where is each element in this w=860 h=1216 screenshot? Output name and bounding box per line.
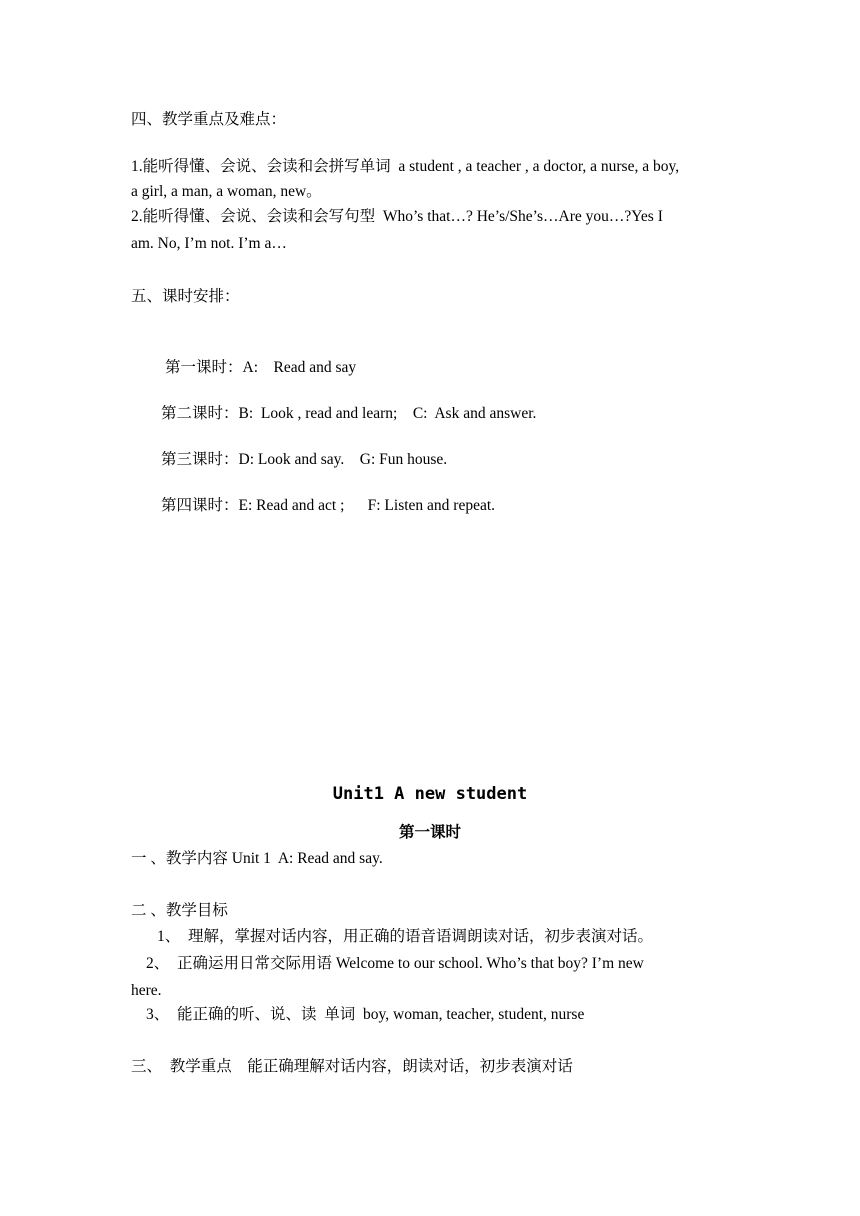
lesson-item: 第三课时：D: Look and say. G: Fun house. [161, 451, 448, 468]
goal-item: 3、 能正确的听、说、读 单词 boy, woman, teacher, student, nurse [146, 1006, 585, 1023]
lesson-item: 第四课时：E: Read and act ; F: Listen and repeat. [161, 497, 496, 514]
unit-title: Unit1 A new student [332, 784, 528, 804]
section4-item1-line2: a girl, a man, a woman, new。 [131, 183, 322, 200]
section4-heading: 四、教学重点及难点： [131, 111, 287, 128]
goals-heading: 二 、教学目标 [131, 902, 228, 919]
lesson-item: 第二课时：B: Look , read and learn; C: Ask and answer. [161, 405, 537, 422]
lesson-subtitle: 第一课时 [398, 824, 461, 841]
section4-item2-line1: 2.能听得懂、会说、会读和会写句型 Who’s that…? He’s/She’s…Are you…?Yes I [131, 208, 663, 225]
section4-item2-line2: am. No, I’m not. I’m a… [131, 235, 287, 252]
goal-item: 1、 理解，掌握对话内容，用正确的语音语调朗读对话，初步表演对话。 [157, 928, 654, 945]
goal-item: 2、 正确运用日常交际用语 Welcome to our school. Who’s that boy? I’m new [146, 955, 644, 972]
teaching-content: 一 、教学内容 Unit 1 A: Read and say. [131, 850, 383, 867]
section5-heading: 五、课时安排： [131, 288, 240, 305]
teaching-focus: 三、 教学重点 能正确理解对话内容，朗读对话，初步表演对话 [131, 1058, 573, 1075]
goal-item-continuation: here. [131, 982, 162, 999]
lesson-item: 第一课时：A: Read and say [165, 359, 357, 376]
section4-item1-line1: 1.能听得懂、会说、会读和会拼写单词 a student , a teacher , a doctor, a nurse, a boy, [131, 158, 680, 175]
